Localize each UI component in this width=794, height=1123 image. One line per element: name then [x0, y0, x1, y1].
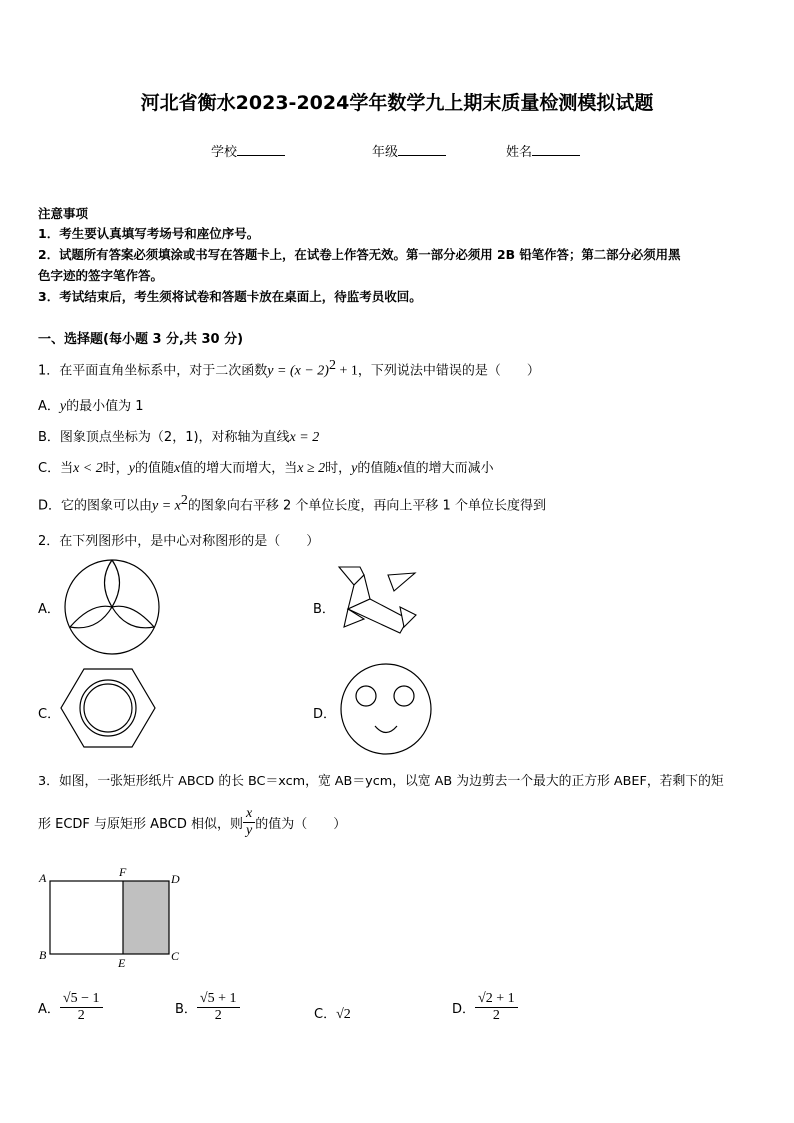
q2a-petal-right — [112, 606, 154, 628]
q1-option-a-text: 的最小值为 1 — [66, 399, 144, 414]
grade-field[interactable] — [372, 141, 446, 160]
q2-figure-c[interactable] — [60, 668, 156, 748]
school-field[interactable] — [211, 141, 285, 160]
page-title: 河北省衡水2023-2024学年数学九上期末质量检测模拟试题 — [140, 92, 654, 114]
q3-stem-line-2-text: 形 ECDF 与原矩形 ABCD 相似，则 — [38, 817, 243, 832]
school-blank[interactable] — [237, 143, 285, 156]
q2a-petal-left — [70, 606, 112, 628]
q3-stem-line-2 — [38, 806, 346, 839]
q3-option-d-den: 2 — [492, 1008, 500, 1023]
q1-c-math-3: x — [174, 461, 181, 476]
q3-frac-den: y — [245, 823, 253, 838]
q1-formula-exp: 2 — [328, 358, 336, 373]
q2-figure-a[interactable] — [62, 557, 162, 657]
q3-stem-line-1: 3．如图，一张矩形纸片 ABCD 的长 BC＝xcm，宽 AB＝ycm，以宽 AB 为边剪去一个最大的正方形 ABEF，若剩下的矩 — [38, 774, 724, 789]
q2-stem: 2．在下列图形中，是中心对称图形的是（ ） — [38, 534, 320, 549]
q3-label-f: F — [119, 865, 127, 879]
q1-c-text-3: 值的增大而增大，当 — [180, 461, 298, 476]
q1-c-text-5: 的值随 — [357, 461, 397, 476]
q1-d-exp: 2 — [180, 493, 188, 508]
q3-label-e: E — [118, 956, 126, 970]
q1-option-c[interactable] — [38, 457, 494, 477]
q2d-face — [341, 664, 431, 754]
q3-option-d[interactable] — [452, 991, 518, 1024]
q3-option-c[interactable] — [314, 1003, 351, 1023]
q2-figure-d[interactable] — [338, 663, 434, 755]
q1-stem-tail: ，下列说法中错误的是（ ） — [357, 363, 540, 379]
q1-formula: y = (x − 2) — [267, 363, 329, 379]
q3-option-d-label: D． — [452, 1002, 476, 1017]
notice-item-1: 1．考生要认真填写考场号和座位序号。 — [38, 226, 260, 241]
q3-option-a-frac — [60, 991, 103, 1024]
q1-option-c-label: C．当 — [38, 461, 74, 476]
q1-formula-tail: + 1 — [335, 363, 358, 379]
q1-c-math-2: y — [128, 461, 135, 476]
q1-option-d-text: 的图象向右平移 2 个单位长度，再向上平移 1 个单位长度得到 — [187, 498, 546, 514]
q1-option-a-var: y — [59, 399, 67, 414]
q3-option-c-label: C． — [314, 1007, 337, 1022]
q3-option-b-frac — [197, 991, 240, 1024]
q1-option-a-label: A． — [38, 399, 60, 414]
q3-label-b: B — [39, 948, 47, 962]
q3-option-d-frac — [475, 991, 518, 1024]
q3-option-a-label: A． — [38, 1002, 60, 1017]
q1-c-math-6: x — [396, 461, 403, 476]
q2c-hexagon — [61, 669, 155, 747]
q3-option-b-den: 2 — [214, 1008, 222, 1023]
q2-option-d-label[interactable]: D． — [313, 707, 337, 722]
q1-option-b-math: x = 2 — [289, 430, 320, 445]
name-field[interactable] — [506, 141, 580, 160]
grade-blank[interactable] — [398, 143, 446, 156]
q1-stem — [38, 358, 540, 379]
q1-option-d-label: D．它的图象可以由 — [38, 498, 153, 514]
school-label: 学校 — [211, 145, 238, 160]
q3-fraction — [243, 806, 255, 839]
q2-option-b-label[interactable]: B． — [313, 602, 335, 617]
q3-option-b-label: B． — [175, 1002, 197, 1017]
q2-option-a-label[interactable]: A． — [38, 602, 60, 617]
name-label: 姓名 — [506, 145, 533, 160]
q2a-petal-top — [105, 560, 120, 607]
q1-option-b[interactable] — [38, 426, 319, 446]
name-blank[interactable] — [532, 143, 580, 156]
q1-c-math-1: x < 2 — [73, 461, 103, 476]
q3-option-b[interactable] — [175, 991, 240, 1024]
grade-label: 年级 — [372, 145, 399, 160]
notice-item-3: 3．考试结束后，考生须将试卷和答题卡放在桌面上，待监考员收回。 — [38, 289, 422, 304]
q2d-mouth — [375, 726, 397, 733]
q2d-right-eye — [394, 686, 414, 706]
q3-stem-line-2-tail: 的值为（ ） — [255, 817, 347, 832]
q1-c-math-4: x ≥ 2 — [297, 461, 326, 476]
q1-c-math-5: y — [351, 461, 358, 476]
q1-c-text-1: 时， — [102, 461, 129, 476]
q1-option-d[interactable] — [38, 493, 546, 514]
notice-heading: 注意事项 — [38, 206, 89, 221]
q1-c-text-4: 时， — [325, 461, 352, 476]
q3-option-a-den: 2 — [77, 1008, 85, 1023]
q2-figure-b[interactable] — [338, 563, 418, 635]
section-heading: 一、选择题(每小题 3 分,共 30 分) — [38, 332, 244, 347]
q3-label-d: D — [171, 872, 180, 886]
q1-option-b-text: B．图象顶点坐标为（2，1)，对称轴为直线 — [38, 430, 290, 445]
q1-c-text-2: 的值随 — [134, 461, 174, 476]
q1-d-math: y = x — [152, 498, 181, 514]
q2b-piece-4 — [388, 573, 415, 591]
q1-stem-text: 1．在平面直角坐标系中，对于二次函数 — [38, 363, 268, 379]
notice-item-2: 2．试题所有答案必须填涂或书写在答题卡上，在试卷上作答无效。第一部分必须用 2B 铅笔作答；第二部分必须用黑 — [38, 247, 681, 262]
q3-frac-num: x — [243, 806, 255, 823]
q1-option-a[interactable] — [38, 395, 144, 415]
q3-option-d-num: √2 + 1 — [475, 991, 518, 1008]
notice-item-2-cont: 色字迹的签字笔作答。 — [38, 268, 164, 283]
q3-option-a[interactable] — [38, 991, 103, 1024]
q2d-left-eye — [356, 686, 376, 706]
q3-label-c: C — [171, 949, 180, 963]
q3-rectangle-figure — [36, 864, 186, 968]
q3-shaded-region — [123, 881, 169, 954]
q1-c-text-6: 值的增大而减小 — [402, 461, 494, 476]
q3-option-c-value: √2 — [336, 1007, 351, 1022]
q3-label-a: A — [39, 871, 47, 885]
q2-option-c-label[interactable]: C． — [38, 707, 61, 722]
q3-option-b-num: √5 + 1 — [197, 991, 240, 1008]
q3-option-a-num: √5 − 1 — [60, 991, 103, 1008]
